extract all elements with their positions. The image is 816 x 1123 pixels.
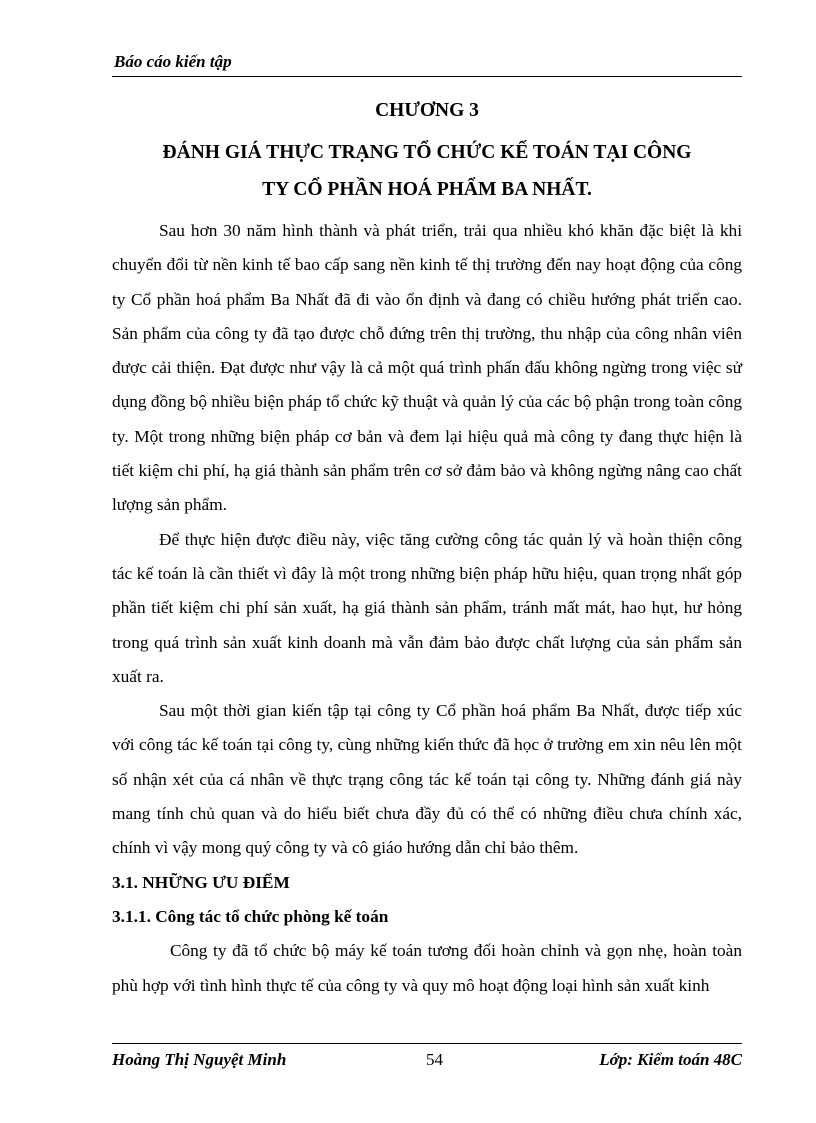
chapter-number: CHƯƠNG 3 (375, 100, 479, 121)
footer-class: Lớp: Kiểm toán 48C (599, 1050, 742, 1069)
subsection-heading: 3.1.1. Công tác tổ chức phòng kế toán (112, 906, 389, 926)
section-heading: 3.1. NHỮNG ƯU ĐIỂM (112, 872, 290, 892)
paragraph-importance: Để thực hiện được điều này, việc tăng cường công tác quản lý và hoàn thiện công tác kế toán là cần thiết vì đây là một trong những biện pháp hữu hiệu, quan trọng nhất góp phần tiết kiệm chi phí sản xuất, hạ giá thành sản phẩm, tránh mất mát, hao hụt, hư hỏng trong quá trình sản xuất kinh doanh mà vẫn đảm bảo được chất lượng của sản phẩm sản xuất ra. (112, 529, 742, 686)
page-number: 54 (426, 1050, 443, 1069)
page-footer (112, 1043, 742, 1074)
chapter-title-line2: TY CỔ PHẦN HOÁ PHẨM BA NHẤT. (262, 179, 592, 200)
paragraph-intro: Sau hơn 30 năm hình thành và phát triển, trải qua nhiều khó khăn đặc biệt là khi chuyển đổi từ nền kinh tế bao cấp sang nền kinh tế thị trường đến nay hoạt động của công ty Cổ phần hoá phẩm Ba Nhất đã đi vào ổn định và đang có chiều hướng phát triển cao. Sản phẩm của công ty đã tạo được chỗ đứng trên thị trường, thu nhập của công nhân viên được cải thiện. Đạt được như vậy là cả một quá trình phấn đấu không ngừng trong việc sử dụng đồng bộ nhiều biện pháp tổ chức kỹ thuật và quản lý của các bộ phận trong toàn công ty. Một trong những biện pháp cơ bản và đem lại hiệu quả mà công ty đang thực hiện là tiết kiệm chi phí, hạ giá thành sản phẩm trên cơ sở đảm bảo và không ngừng nâng cao chất lượng sản phẩm. (112, 221, 742, 515)
paragraph-internship: Sau một thời gian kiến tập tại công ty Cổ phần hoá phẩm Ba Nhất, được tiếp xúc với công tác kế toán tại công ty, cùng những kiến thức đã học ở trường em xin nêu lên một số nhận xét của cá nhân về thực trạng công tác kế toán tại công ty. Những đánh giá này mang tính chủ quan và do hiểu biết chưa đầy đủ có thể có những điều chưa chính xác, chính vì vậy mong quý công ty và cô giáo hướng dẫn chỉ bảo thêm. (112, 701, 742, 858)
chapter-title-line1: ĐÁNH GIÁ THỰC TRẠNG TỔ CHỨC KẾ TOÁN TẠI CÔNG (162, 142, 692, 163)
document-body (112, 214, 742, 1003)
header-title: Báo cáo kiến tập (114, 52, 232, 71)
page-header (112, 50, 742, 77)
paragraph-accounting-dept: Công ty đã tổ chức bộ máy kế toán tương đối hoàn chỉnh và gọn nhẹ, hoàn toàn phù hợp với tình hình thực tế của công ty và quy mô hoạt động loại hình sản xuất kinh (112, 941, 742, 995)
footer-author: Hoàng Thị Nguyệt Minh (112, 1050, 287, 1069)
